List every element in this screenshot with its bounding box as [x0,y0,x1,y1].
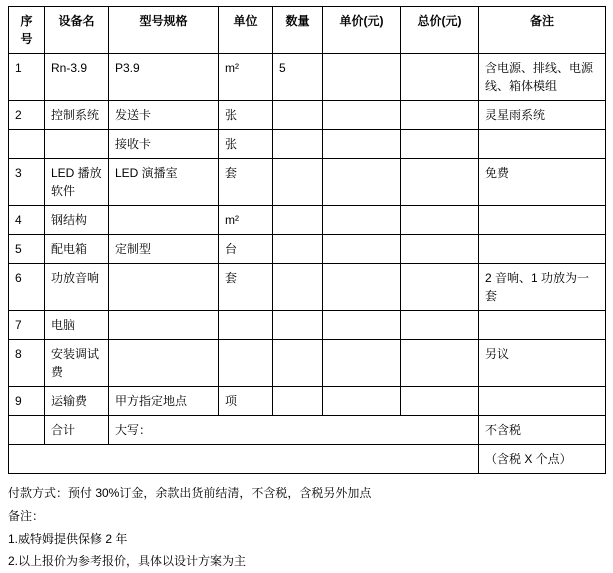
cell-unit: m² [219,206,273,235]
cell-qty [273,264,323,311]
table-row [9,206,606,235]
cell-remark [479,130,606,159]
cell-total [401,130,479,159]
cell-price [323,264,401,311]
table-row [9,311,606,340]
cell-unit: 张 [219,130,273,159]
cell-total [401,340,479,387]
summary-row [9,416,606,445]
cell-remark: 另议 [479,340,606,387]
cell-name: 运输费 [45,387,109,416]
cell-name: 安装调试费 [45,340,109,387]
cell-qty [273,206,323,235]
cell-unit: 台 [219,235,273,264]
cell-total [401,311,479,340]
cell-qty [273,311,323,340]
summary-capital-label: 大写： [109,416,479,445]
cell-model [109,340,219,387]
table-row [9,54,606,101]
table-row [9,340,606,387]
quotation-table [8,6,606,474]
cell-name: 功放音响 [45,264,109,311]
cell-price [323,130,401,159]
table-row [9,101,606,130]
cell-total [401,101,479,130]
cell-model: 发送卡 [109,101,219,130]
cell-model [109,311,219,340]
cell-name: Rn-3.9 [45,54,109,101]
cell-unit [219,311,273,340]
table-row [9,235,606,264]
cell-model: LED 演播室 [109,159,219,206]
table-row [9,130,606,159]
notes-section [8,482,605,573]
cell-model [109,264,219,311]
cell-no: 5 [9,235,45,264]
header-qty: 数量 [273,7,323,54]
cell-total [401,159,479,206]
header-model: 型号规格 [109,7,219,54]
summary-row-secondary [9,445,606,474]
cell-name: 电脑 [45,311,109,340]
cell-qty [273,340,323,387]
cell-qty: 5 [273,54,323,101]
cell-name: 控制系统 [45,101,109,130]
cell-total [401,387,479,416]
table-row [9,387,606,416]
cell-qty [273,130,323,159]
cell-total [401,206,479,235]
cell-total [401,54,479,101]
remark-item-1: 1.威特姆提供保修 2 年 [8,531,128,546]
cell-remark [479,311,606,340]
remark-item-2: 2.以上报价为参考报价，具体以设计方案为主 [8,554,247,569]
quotation-document [0,6,613,569]
cell-no: 7 [9,311,45,340]
summary-label: 合计 [45,416,109,445]
cell-model: 接收卡 [109,130,219,159]
cell-price [323,159,401,206]
header-total: 总价(元) [401,7,479,54]
cell-model: P3.9 [109,54,219,101]
cell-qty [273,387,323,416]
cell-remark [479,387,606,416]
remark-title: 备注： [8,508,45,523]
cell-no [9,130,45,159]
header-remark: 备注 [479,7,606,54]
cell-model [109,206,219,235]
cell-price [323,387,401,416]
cell-unit: 套 [219,159,273,206]
summary-remark-line1: 不含税 [479,416,606,445]
cell-price [323,206,401,235]
payment-terms: 付款方式：预付 30%订金，余款出货前结清，不含税，含税另外加点 [8,486,372,500]
cell-no: 3 [9,159,45,206]
cell-no: 9 [9,387,45,416]
summary-remark-line2: （含税 X 个点） [479,445,606,474]
cell-qty [273,235,323,264]
header-no: 序号 [9,7,45,54]
cell-remark: 免费 [479,159,606,206]
summary-blank [9,445,479,474]
cell-no: 6 [9,264,45,311]
cell-total [401,264,479,311]
cell-unit: 项 [219,387,273,416]
cell-unit: 张 [219,101,273,130]
cell-name: 配电箱 [45,235,109,264]
cell-price [323,311,401,340]
cell-no: 4 [9,206,45,235]
cell-remark [479,206,606,235]
cell-remark: 灵星雨系统 [479,101,606,130]
cell-model: 定制型 [109,235,219,264]
cell-name: LED 播放软件 [45,159,109,206]
cell-name: 钢结构 [45,206,109,235]
table-row [9,159,606,206]
cell-no: 8 [9,340,45,387]
cell-remark: 含电源、排线、电源线、箱体模组 [479,54,606,101]
cell-unit: 套 [219,264,273,311]
table-row [9,264,606,311]
cell-price [323,101,401,130]
header-name: 设备名 [45,7,109,54]
cell-qty [273,159,323,206]
cell-price [323,54,401,101]
cell-price [323,235,401,264]
cell-model: 甲方指定地点 [109,387,219,416]
cell-qty [273,101,323,130]
cell-remark: 2 音响、1 功放为一套 [479,264,606,311]
cell-unit: m² [219,54,273,101]
cell-no: 2 [9,101,45,130]
summary-empty-no [9,416,45,445]
cell-price [323,340,401,387]
table-header-row [9,7,606,54]
cell-no: 1 [9,54,45,101]
cell-unit [219,340,273,387]
cell-name [45,130,109,159]
cell-total [401,235,479,264]
cell-remark [479,235,606,264]
header-unit: 单位 [219,7,273,54]
header-price: 单价(元) [323,7,401,54]
